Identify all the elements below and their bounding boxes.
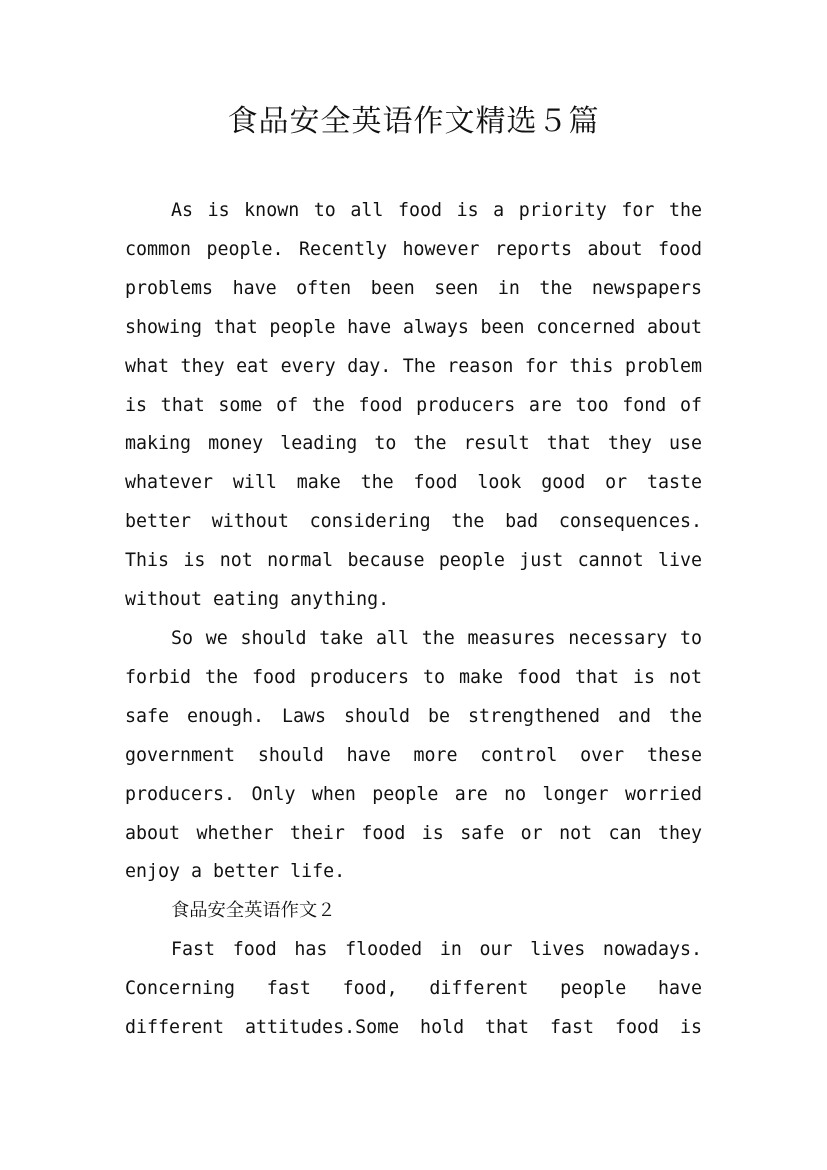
paragraph-3: Fast food has flooded in our lives nowadays. Concerning fast food, different people have different attitudes.Some hold that fast food is: [125, 939, 702, 1039]
paragraph-1: As is known to all food is a priority for the common people. Recently however reports about food problems have often been seen in the newspapers showing that people have always been concerned about what they eat every day. The reason for this problem is that some of the food producers are too fond of making money leading to the result that they use whatever will make the food look good or taste better without considering the bad consequences. This is not normal because people just cannot live without eating anything.: [125, 200, 702, 611]
section-heading: 食品安全英语作文２: [171, 900, 336, 922]
paragraph-2: So we should take all the measures necessary to forbid the food producers to make food that is not safe enough. Laws should be strengthened and the government should have more control over these producers. Only when people are no longer worried about whether their food is safe or not can they enjoy a better life.: [125, 627, 702, 883]
document-body: [125, 192, 702, 1048]
document-title: 食品安全英语作文精选５篇: [227, 104, 600, 139]
